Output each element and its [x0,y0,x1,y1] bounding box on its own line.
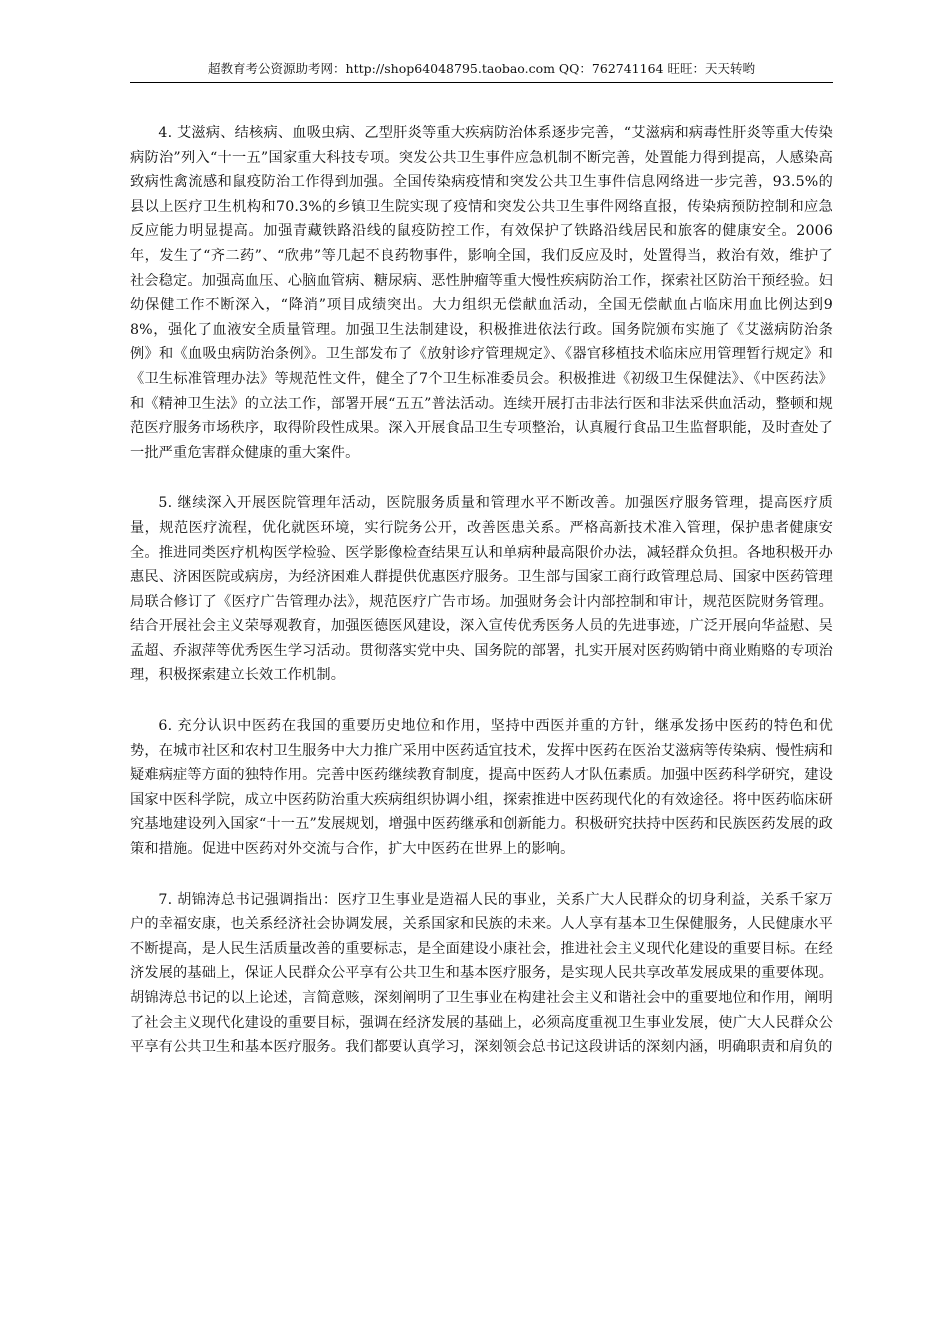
paragraph-6: 6. 充分认识中医药在我国的重要历史地位和作用，坚持中西医并重的方针，继承发扬中医药的特色和优势，在城市社区和农村卫生服务中大力推广采用中医药适宜技术，发挥中医药在医治艾滋病等传染病、慢性病和疑难病症等方面的独特作用。完善中医药继续教育制度，提高中医药人才队伍素质。加强中医药科学研究，建设国家中医科学院，成立中医药防治重大疾病组织协调小组，探索推进中医药现代化的有效途径。将中医药临床研究基地建设列入国家“十一五”发展规划，增强中医药继承和创新能力。积极研究扶持中医药和民族医药发展的政策和措施。促进中医药对外交流与合作，扩大中医药在世界上的影响。 [130,718,834,858]
paragraph-5: 5. 继续深入开展医院管理年活动，医院服务质量和管理水平不断改善。加强医疗服务管理，提高医疗质量，规范医疗流程，优化就医环境，实行院务公开，改善医患关系。严格高新技术准入管理，保护患者健康安全。推进同类医疗机构医学检验、医学影像检查结果互认和单病种最高限价办法，减轻群众负担。各地积极开办惠民、济困医院或病房，为经济困难人群提供优惠医疗服务。卫生部与国家工商行政管理总局、国家中医药管理局联合修订了《医疗广告管理办法》，规范医疗广告市场。加强财务会计内部控制和审计，规范医院财务管理。结合开展社会主义荣辱观教育，加强医德医风建设，深入宣传优秀医务人员的先进事迹，广泛开展向华益慰、吴孟超、乔淑萍等优秀医生学习活动。贯彻落实党中央、国务院的部署，扎实开展对医药购销中商业贿赂的专项治理，积极探索建立长效工作机制。 [130,495,833,684]
document-page [130,60,833,1060]
document-body [130,121,833,1060]
paragraph-4: 4. 艾滋病、结核病、血吸虫病、乙型肝炎等重大疾病防治体系逐步完善，“艾滋病和病毒性肝炎等重大传染病防治”列入“十一五”国家重大科技专项。突发公共卫生事件应急机制不断完善，处置能力得到提高，人感染高致病性禽流感和鼠疫防治工作得到加强。全国传染病疫情和突发公共卫生事件信息网络进一步完善，93.5%的县以上医疗卫生机构和70.3%的乡镇卫生院实现了疫情和突发公共卫生事件网络直报，传染病预防控制和应急反应能力明显提高。加强青藏铁路沿线的鼠疫防控工作，有效保护了铁路沿线居民和旅客的健康安全。2006年，发生了“齐二药”、“欣弗”等几起不良药物事件，影响全国，我们反应及时，处置得当，救治有效，维护了社会稳定。加强高血压、心脑血管病、糖尿病、恶性肿瘤等重大慢性疾病防治工作，探索社区防治干预经验。妇幼保健工作不断深入，“降消”项目成绩突出。大力组织无偿献血活动，全国无偿献血占临床用血比例达到98%，强化了血液安全质量管理。加强卫生法制建设，积极推进依法行政。国务院颁布实施了《艾滋病防治条例》和《血吸虫病防治条例》。卫生部发布了《放射诊疗管理规定》、《器官移植技术临床应用管理暂行规定》和《卫生标准管理办法》等规范性文件，健全了7个卫生标准委员会。积极推进《初级卫生保健法》、《中医药法》和《精神卫生法》的立法工作，部署开展“五五”普法活动。连续开展打击非法行医和非法采供血活动，整顿和规范医疗服务市场秩序，取得阶段性成果。深入开展食品卫生专项整治，认真履行食品卫生监督职能，及时查处了一批严重危害群众健康的重大案件。 [130,125,834,461]
page-header: 超教育考公资源助考网：http://shop64048795.taobao.com QQ：762741164 旺旺：天天转哟 [130,60,833,83]
paragraph-7: 7. 胡锦涛总书记强调指出：医疗卫生事业是造福人民的事业，关系广大人民群众的切身利益，关系千家万户的幸福安康，也关系经济社会协调发展，关系国家和民族的未来。人人享有基本卫生保健服务，人民健康水平不断提高，是人民生活质量改善的重要标志，是全面建设小康社会，推进社会主义现代化建设的重要目标。在经济发展的基础上，保证人民群众公平享有公共卫生和基本医疗服务，是实现人民共享改革发展成果的重要体现。胡锦涛总书记的以上论述，言简意赅，深刻阐明了卫生事业在构建社会主义和谐社会中的重要地位和作用，阐明了社会主义现代化建设的重要目标，强调在经济发展的基础上，必须高度重视卫生事业发展，使广大人民群众公平享有公共卫生和基本医疗服务。我们都要认真学习，深刻领会总书记这段讲话的深刻内涵，明确职责和肩负的 [130,891,833,1056]
